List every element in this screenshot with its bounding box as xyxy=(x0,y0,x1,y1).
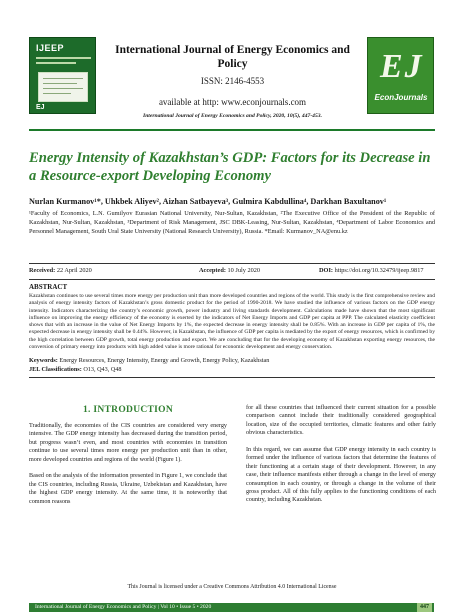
econjournals-logo xyxy=(367,37,434,114)
logo-mark: EJ xyxy=(380,48,424,85)
header-divider xyxy=(29,129,435,131)
footer-journal-info: International Journal of Energy Economics and Policy | Vol 10 • Issue 5 • 2020 xyxy=(35,604,212,610)
journal-cover-thumbnail xyxy=(29,37,96,114)
abstract-heading: ABSTRACT xyxy=(29,283,68,291)
author-list: Nurlan Kurmanov¹*, Uhkbek Aliyev², Aizhan Satbayeva³, Gulmira Kabdullina⁴, Darkhan Baxultanov¹ xyxy=(29,197,387,206)
accepted-date: Accepted: 10 July 2020 xyxy=(199,267,261,274)
paragraph: Traditionally, the economies of the CIS countries are considered very energy intensive. The GDP energy intensity has decreased during the transition period, but progress wasn’t even, and most countries with economies in transition continue to use several times more energy per production unit than in other, more developed countries and regions of the world (Figure 1). xyxy=(29,423,227,463)
page-footer xyxy=(29,603,434,612)
body-column-left xyxy=(29,422,227,514)
body-column-right xyxy=(246,404,436,513)
keywords: Keywords: Energy Resources, Energy Intensity, Energy and Growth, Energy Policy, Kazakhstan xyxy=(29,357,270,364)
doi[interactable]: DOI: https://doi.org/10.32479/ijeep.9817 xyxy=(319,267,424,274)
cover-publisher-mark: EJ xyxy=(36,104,45,111)
author-affiliations: ¹Faculty of Economics, L.N. Gumilyov Eurasian National University, Nur-Sultan, Kazakhstan, ²The Executive Office of the President of the Republic of Kazakhstan, Nur-Sultan, Kazakhstan, ³Department of Risk Management, JSC DBK-Leasing, Nur-Sultan, Kazakhstan, ⁴Department of Labor Economics and Personnel Management, South Ural State University (National Research University), Russia. *Email: Kurmanov_NA@enu.kz xyxy=(29,210,435,235)
license-notice[interactable]: This Journal is licensed under a Creative Commons Attribution 4.0 International License xyxy=(127,584,337,590)
cover-journal-acronym: IJEEP xyxy=(36,43,65,53)
jel-classifications: JEL Classifications: O13, Q43, Q48 xyxy=(29,366,122,373)
received-date: Received: 22 April 2020 xyxy=(29,267,92,274)
journal-title: International Journal of Energy Economics and Policy xyxy=(115,44,350,70)
section-heading-introduction: 1. INTRODUCTION xyxy=(82,405,173,415)
article-title: Energy Intensity of Kazakhstan’s GDP: Factors for its Decrease in a Resource-export Developing Economy xyxy=(29,150,431,184)
abstract-divider xyxy=(29,377,435,378)
abstract-text: Kazakhstan continues to use several times more energy per production unit than more developed countries and regions of the world. This study is the first comprehensive review and analysis of energy intensity factors of Kazakhstan’s gross domestic product for the period of 1990-2018. We have studied the influence of various factors on the GDP energy intensity. Indicators characterizing the country’s economic growth, power industry and living standards development. Calculations made have shown that the most significant influence on improving the energy efficiency of the economy is exerted by the indicators of Net Energy Imports and GDP per capita at PPP. The calculated elasticity coefficient shows that with an increase in the value of Net Energy Imports by 1%, the expected decrease in energy intensity shall be 0.85%. With an increase in GDP per capita of 1%, the expected decrease in energy intensity shall be 0.44%. However, in Kazakhstan, the influence of GDP per capita is mediated by the export of energy resources, which is confirmed by the high correlation between GDP growth, total energy production and export. We are concluding that for the developing economy of Kazakhstan exporting energy resources, the conversion of primary energy into products with high added value is more rational for economic development and energy conservation. xyxy=(29,293,435,350)
paragraph: for all these countries that influenced their current situation for a possible comparison cannot include their traditionally considered geographical location, size of the occupied territories, climatic features and other fairly obvious characteristics. xyxy=(246,405,436,437)
logo-name: EconJournals xyxy=(374,93,428,102)
page-number: 447 xyxy=(417,603,432,612)
dates-divider-top xyxy=(29,263,435,264)
dates-divider-bottom xyxy=(29,279,435,280)
article-citation: International Journal of Energy Economics and Policy, 2020, 10(5), 447-453. xyxy=(143,113,322,119)
cover-document-icon xyxy=(38,72,88,102)
journal-website[interactable]: available at http: www.econjournals.com xyxy=(158,97,307,107)
issn: ISSN: 2146-4553 xyxy=(200,76,265,86)
paragraph: Based on the analysis of the information presented in Figure 1, we conclude that the CIS countries, including Russia, Ukraine, Uzbekistan and Kazakhstan, have the highest GDP energy intensity. At the same time, it is noteworthy that common reasons xyxy=(29,473,227,505)
paragraph: In this regard, we can assume that GDP energy intensity in each country is formed under the influence of various factors that determine the features of their functioning at a certain stage of their development. However, in any case, their influence manifests either through a change in the level of energy consumption in each country, or through a change in the volume of their gross product. All of this fully applies to the functioning conditions of each country, including Kazakhstan. xyxy=(246,447,436,504)
